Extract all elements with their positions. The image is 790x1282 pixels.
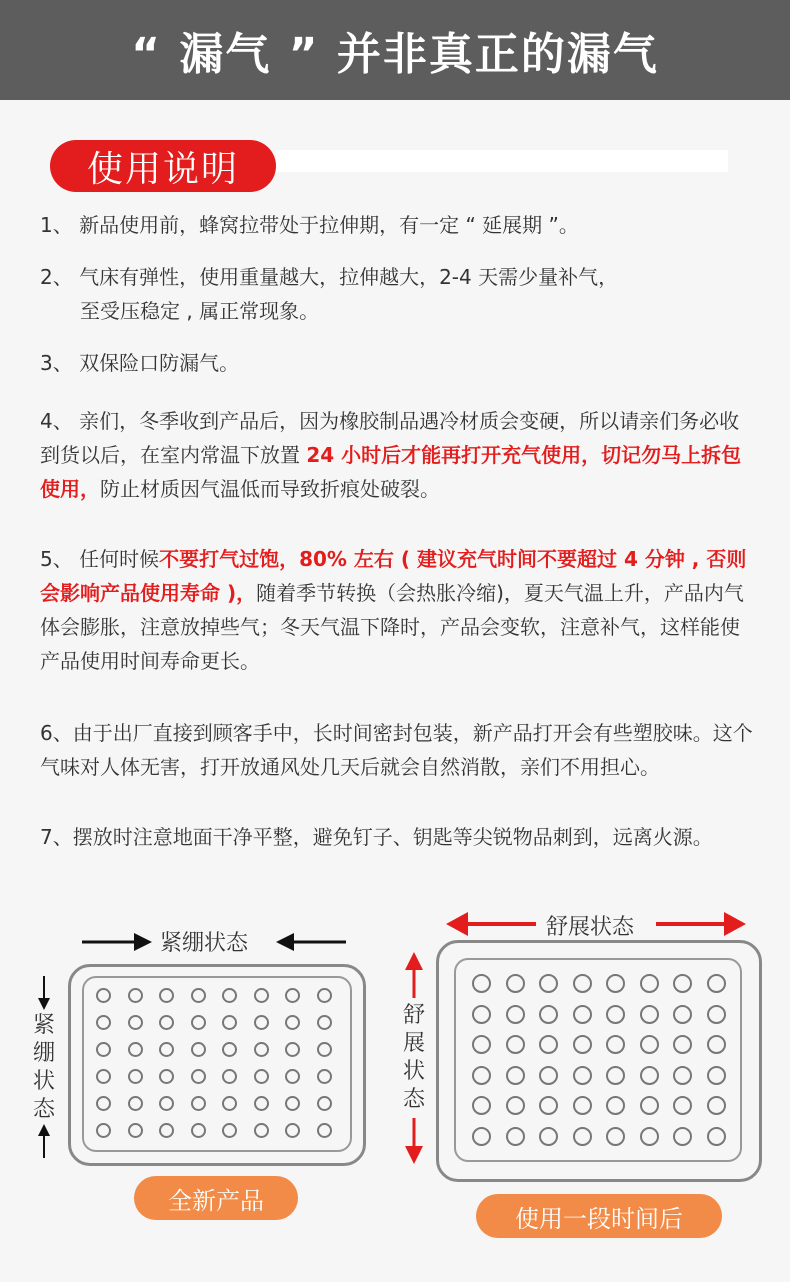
air-cell-dot	[191, 1015, 206, 1030]
badge-label: 使用一段时间后	[515, 1204, 683, 1233]
used-product-badge	[476, 1194, 722, 1238]
air-cell-dot	[254, 1015, 269, 1030]
arrow-down-icon	[36, 976, 52, 1010]
air-cell-dot	[707, 1035, 726, 1054]
air-cell-dot	[573, 1066, 592, 1085]
air-cell-dot	[96, 1123, 111, 1138]
air-cell-dot	[317, 1042, 332, 1057]
air-cell-dot	[222, 988, 237, 1003]
tight-state-label: 紧绷状态	[160, 926, 248, 957]
air-cell-dot	[573, 1035, 592, 1054]
air-cell-dot	[472, 1096, 491, 1115]
instruction-text: 6、由于出厂直接到顾客手中，长时间密封包装，新产品打开会有些塑胶味。这个气味对人体无害，打开放通风处几天后就会自然消散，亲们不用担心。	[40, 721, 753, 779]
air-cell-dot	[539, 974, 558, 993]
instruction-text: 7、摆放时注意地面干净平整，避免钉子、钥匙等尖锐物品刺到，远离火源。	[40, 825, 713, 849]
badge-label: 全新产品	[168, 1186, 264, 1215]
air-cell-dot	[128, 1096, 143, 1111]
air-cell-dot	[640, 1066, 659, 1085]
arrow-left-icon	[276, 932, 346, 952]
air-cell-dot	[191, 1042, 206, 1057]
mattress-surface	[454, 958, 742, 1162]
air-cell-dot	[573, 974, 592, 993]
air-cell-dot	[539, 1127, 558, 1146]
air-cell-dot	[673, 1096, 692, 1115]
air-cell-dot	[285, 988, 300, 1003]
air-cell-dot	[472, 1066, 491, 1085]
instruction-item-4	[40, 404, 755, 506]
air-cell-dot	[254, 1123, 269, 1138]
air-cell-dot	[222, 1015, 237, 1030]
air-cell-dot	[222, 1069, 237, 1084]
air-cell-dot	[222, 1096, 237, 1111]
air-cell-dot	[539, 1005, 558, 1024]
air-cell-dot	[707, 1066, 726, 1085]
air-cell-dot	[317, 1096, 332, 1111]
air-cell-dot	[222, 1042, 237, 1057]
air-cell-dot	[673, 974, 692, 993]
air-cell-dot	[191, 1069, 206, 1084]
mattress-surface	[82, 976, 352, 1152]
new-product-badge	[134, 1176, 298, 1220]
instruction-text: 防止材质因气温低而导致折痕处破裂。	[100, 477, 440, 501]
air-cell-dot	[159, 988, 174, 1003]
air-cell-dot	[159, 1042, 174, 1057]
air-cell-dot	[707, 1096, 726, 1115]
air-cell-dot	[506, 974, 525, 993]
air-cell-dot	[96, 1069, 111, 1084]
instruction-text: 1、 新品使用前，蜂窝拉带处于拉伸期，有一定 “ 延展期 ”。	[40, 213, 579, 237]
air-cell-dot	[539, 1066, 558, 1085]
air-cell-dot	[506, 1005, 525, 1024]
instruction-item-2	[40, 260, 755, 328]
air-cell-dot	[606, 1035, 625, 1054]
air-cell-dot	[640, 1035, 659, 1054]
air-cell-dot	[506, 1127, 525, 1146]
relaxed-state-label: 舒展状态	[546, 910, 634, 941]
air-cell-dot	[673, 1005, 692, 1024]
air-cell-dot	[640, 1127, 659, 1146]
air-cell-dot	[96, 1042, 111, 1057]
air-cell-dot	[317, 1123, 332, 1138]
air-cell-dot	[472, 1127, 491, 1146]
air-cell-dot	[96, 1015, 111, 1030]
air-cell-dot	[707, 1127, 726, 1146]
air-cell-dot	[472, 974, 491, 993]
air-cell-dot	[159, 1015, 174, 1030]
air-cell-dot	[254, 988, 269, 1003]
air-cell-dot	[573, 1005, 592, 1024]
air-cell-dot	[606, 1066, 625, 1085]
air-cell-dot	[285, 1096, 300, 1111]
air-cell-dot	[673, 1066, 692, 1085]
air-cell-dot	[285, 1123, 300, 1138]
arrow-right-icon	[82, 932, 152, 952]
instruction-item-3	[40, 346, 755, 380]
section-title-badge	[50, 140, 276, 192]
air-cell-dot	[317, 988, 332, 1003]
relaxed-state-vertical-label: 舒 展 状 态	[402, 1003, 425, 1112]
instruction-text-continued: 至受压稳定 , 属正常现象。	[80, 299, 320, 323]
air-cell-dot	[673, 1035, 692, 1054]
air-cell-dot	[254, 1042, 269, 1057]
air-cell-dot	[128, 1015, 143, 1030]
arrow-down-icon	[404, 1118, 424, 1164]
air-cell-dot	[159, 1069, 174, 1084]
instruction-item-5	[40, 542, 755, 678]
air-cell-dot	[317, 1015, 332, 1030]
instruction-item-6	[40, 716, 755, 784]
air-cell-dot	[472, 1035, 491, 1054]
air-cell-dot	[606, 1005, 625, 1024]
air-cell-dot	[606, 974, 625, 993]
air-cell-dot	[191, 1096, 206, 1111]
air-cell-dot	[640, 974, 659, 993]
air-cell-dot	[285, 1069, 300, 1084]
air-cell-dot	[191, 988, 206, 1003]
air-cell-dot	[96, 1096, 111, 1111]
arrow-right-icon	[656, 912, 746, 936]
air-cell-dot	[128, 1123, 143, 1138]
air-cell-dot	[317, 1069, 332, 1084]
air-cell-dot	[191, 1123, 206, 1138]
instruction-text: 随着季节转换（会热胀冷缩)，夏天气温上升，产品内气体会膨胀，注意放掉些气；冬天气温下降时，产品会变软，注意补气，这样能使产品使用时间寿命更长。	[40, 581, 744, 673]
air-cell-dot	[159, 1123, 174, 1138]
air-cell-dot	[573, 1096, 592, 1115]
instruction-text: 3、 双保险口防漏气。	[40, 351, 240, 375]
section-title: 使用说明	[86, 148, 239, 190]
header-title: “ 漏气 ” 并非真正的漏气	[131, 29, 659, 80]
air-cell-dot	[96, 988, 111, 1003]
air-cell-dot	[673, 1127, 692, 1146]
instruction-text: 2、 气床有弹性，使用重量越大，拉伸越大，2-4 天需少量补气，	[40, 265, 619, 289]
arrow-up-icon	[404, 952, 424, 998]
tight-state-vertical-label: 紧 绷 状 态	[32, 1013, 55, 1122]
air-cell-dot	[707, 1005, 726, 1024]
air-cell-dot	[254, 1069, 269, 1084]
air-cell-dot	[506, 1096, 525, 1115]
air-cell-dot	[606, 1096, 625, 1115]
air-cell-dot	[472, 1005, 491, 1024]
air-cell-dot	[128, 1042, 143, 1057]
header-banner	[0, 0, 790, 100]
instruction-text: 5、 任何时候	[40, 547, 160, 571]
arrow-left-icon	[446, 912, 536, 936]
air-cell-dot	[285, 1042, 300, 1057]
arrow-up-icon	[36, 1124, 52, 1158]
air-cell-dot	[254, 1096, 269, 1111]
air-cell-dot	[707, 974, 726, 993]
air-cell-dot	[285, 1015, 300, 1030]
air-cell-dot	[159, 1096, 174, 1111]
air-cell-dot	[506, 1035, 525, 1054]
instruction-item-7	[40, 820, 755, 854]
air-cell-dot	[539, 1035, 558, 1054]
air-cell-dot	[128, 1069, 143, 1084]
air-cell-dot	[606, 1127, 625, 1146]
air-cell-dot	[640, 1096, 659, 1115]
instruction-highlight: 不要打气过饱，80% 左右 ( 建议充气时间不要超过 4 分钟 , 否则会影响产品使用寿命 )，	[40, 547, 747, 605]
air-cell-dot	[539, 1096, 558, 1115]
section-divider	[276, 150, 728, 172]
air-cell-dot	[640, 1005, 659, 1024]
instruction-text: 4、 亲们，冬季收到产品后，因为橡胶制品遇冷材质会变硬，所以请亲们务必收到货以后，在室内常温下放置	[40, 409, 740, 467]
instruction-item-1	[40, 208, 755, 242]
air-cell-dot	[573, 1127, 592, 1146]
air-cell-dot	[128, 988, 143, 1003]
instruction-highlight: 24 小时后才能再打开充气使用，切记勿马上拆包使用，	[40, 443, 742, 501]
air-cell-dot	[222, 1123, 237, 1138]
air-cell-dot	[506, 1066, 525, 1085]
